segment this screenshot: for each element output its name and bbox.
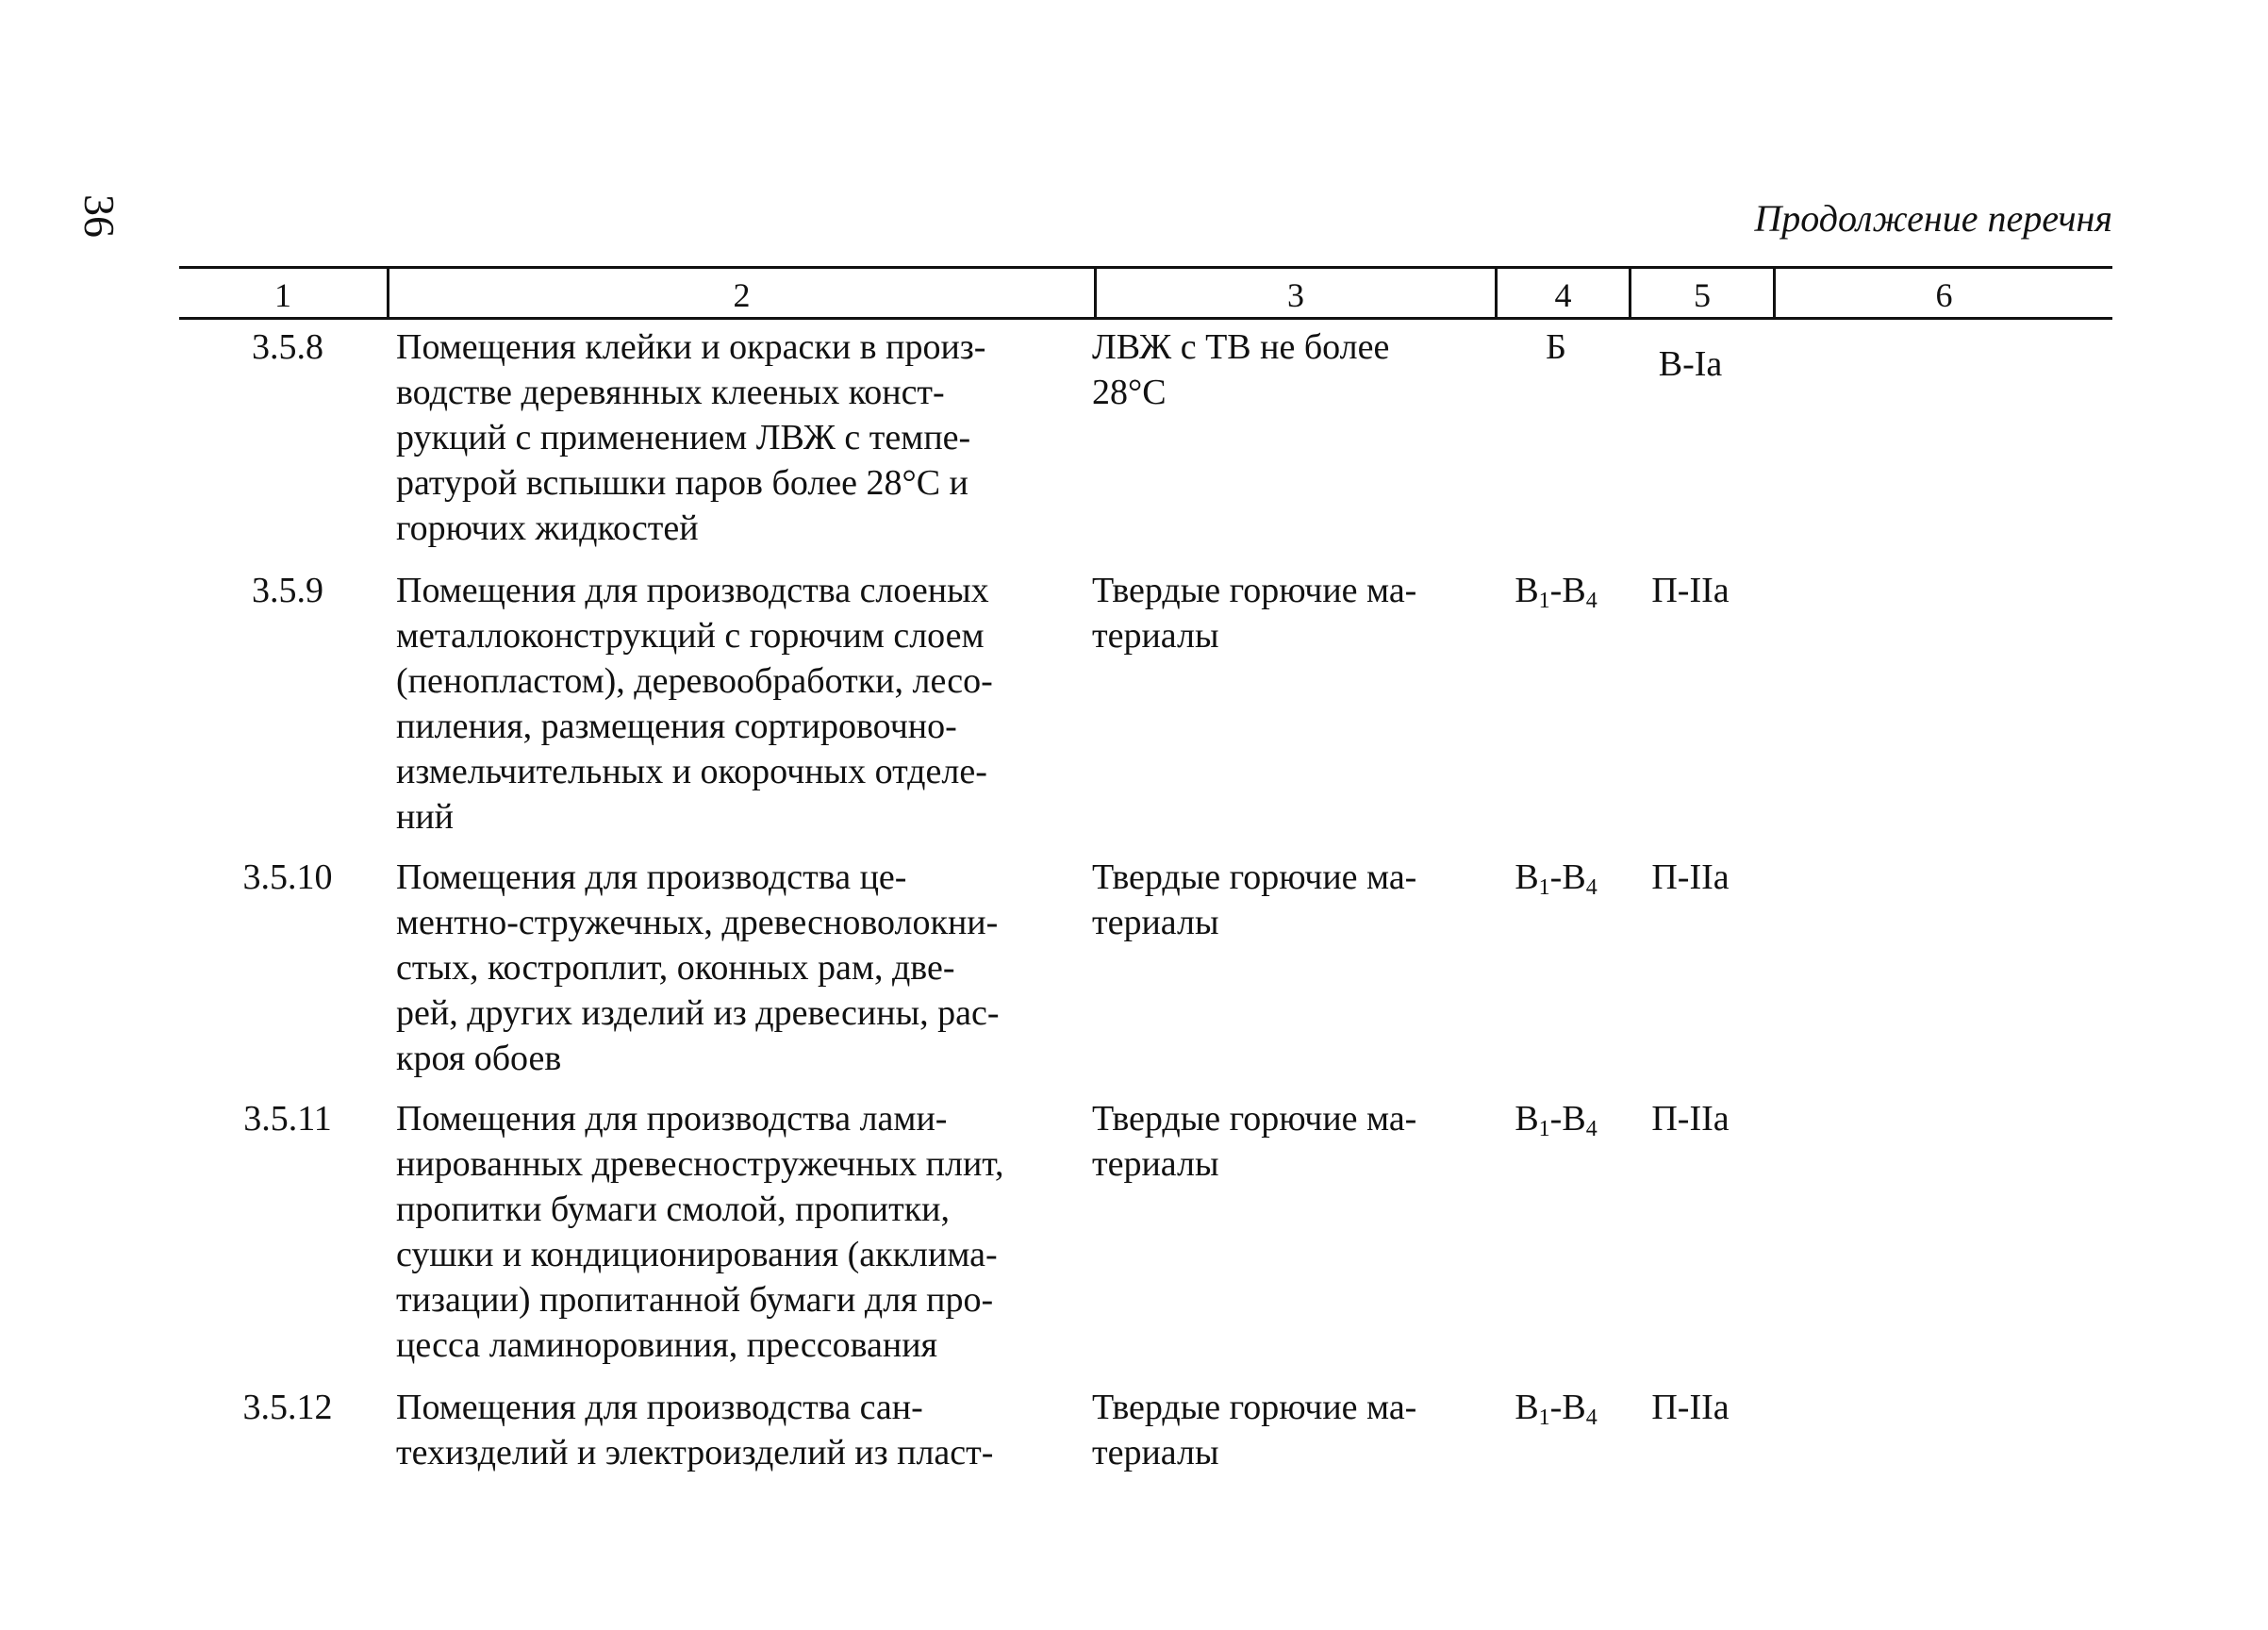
column-header-5: 5 [1694,276,1711,314]
row-material: Твердые горючие ма- териалы [1092,571,1417,656]
column-header-1: 1 [274,276,291,314]
row-number: 3.5.9 [252,571,323,610]
row-zone-class: П-IIа [1651,1099,1730,1139]
page-number: 36 [75,194,124,238]
row-material: Твердые горючие ма- териалы [1092,1388,1417,1472]
row-number: 3.5.11 [243,1099,332,1139]
row-category: Б [1546,327,1566,367]
row-zone-class: В-Іа [1658,344,1723,384]
row-number: 3.5.12 [242,1388,333,1427]
row-description: Помещения клейки и окраски в произ- водстве деревянных клееных конст- рукций с применением ЛВЖ с темпе- ратурой вспышки паров более 28°С и горючих жидкостей [396,327,986,548]
table-header-bottom-rule [179,317,2112,320]
column-header-4: 4 [1554,276,1572,314]
row-category: $В_1-В_4$ [1515,1388,1598,1430]
row-zone-class: П-IIа [1651,857,1730,897]
row-description: Помещения для производства слоеных металлоконструкций с горючим слоем (пенопластом), деревообработки, лесо- пиления, размещения сортировочно- измельчительных и окорочных отделе- ний [396,571,993,837]
table-top-rule [179,266,2112,269]
row-category: $В_1-В_4$ [1515,1099,1598,1141]
row-zone-class: П-IIа [1651,571,1730,610]
row-description: Помещения для производства сан- техизделий и электроизделий из пласт- [396,1388,994,1472]
row-description: Помещения для производства лами- нированных древесностружечных плит, пропитки бумаги смолой, пропитки, сушки и кондиционирования (акклима- тизации) пропитанной бумаги для про- цесса ламиноровиния, прессования [396,1099,1004,1365]
row-zone-class: П-IIа [1651,1388,1730,1427]
row-category: $В_1-В_4$ [1515,571,1598,613]
row-number: 3.5.10 [242,857,333,897]
column-header-2: 2 [733,276,751,314]
continuation-label: Продолжение перечня [1754,197,2112,240]
row-description: Помещения для производства це- ментно-стружечных, древесноволокни- стых, костроплит, оконных рам, две- рей, других изделий из древесины, рас- кроя обоев [396,857,1000,1078]
column-header-6: 6 [1935,276,1953,314]
row-material: Твердые горючие ма- териалы [1092,1099,1417,1184]
row-material: ЛВЖ с ТВ не более 28°С [1092,327,1390,412]
column-header-3: 3 [1287,276,1304,314]
row-material: Твердые горючие ма- териалы [1092,857,1417,942]
row-number: 3.5.8 [252,327,323,367]
row-category: $В_1-В_4$ [1515,857,1598,900]
